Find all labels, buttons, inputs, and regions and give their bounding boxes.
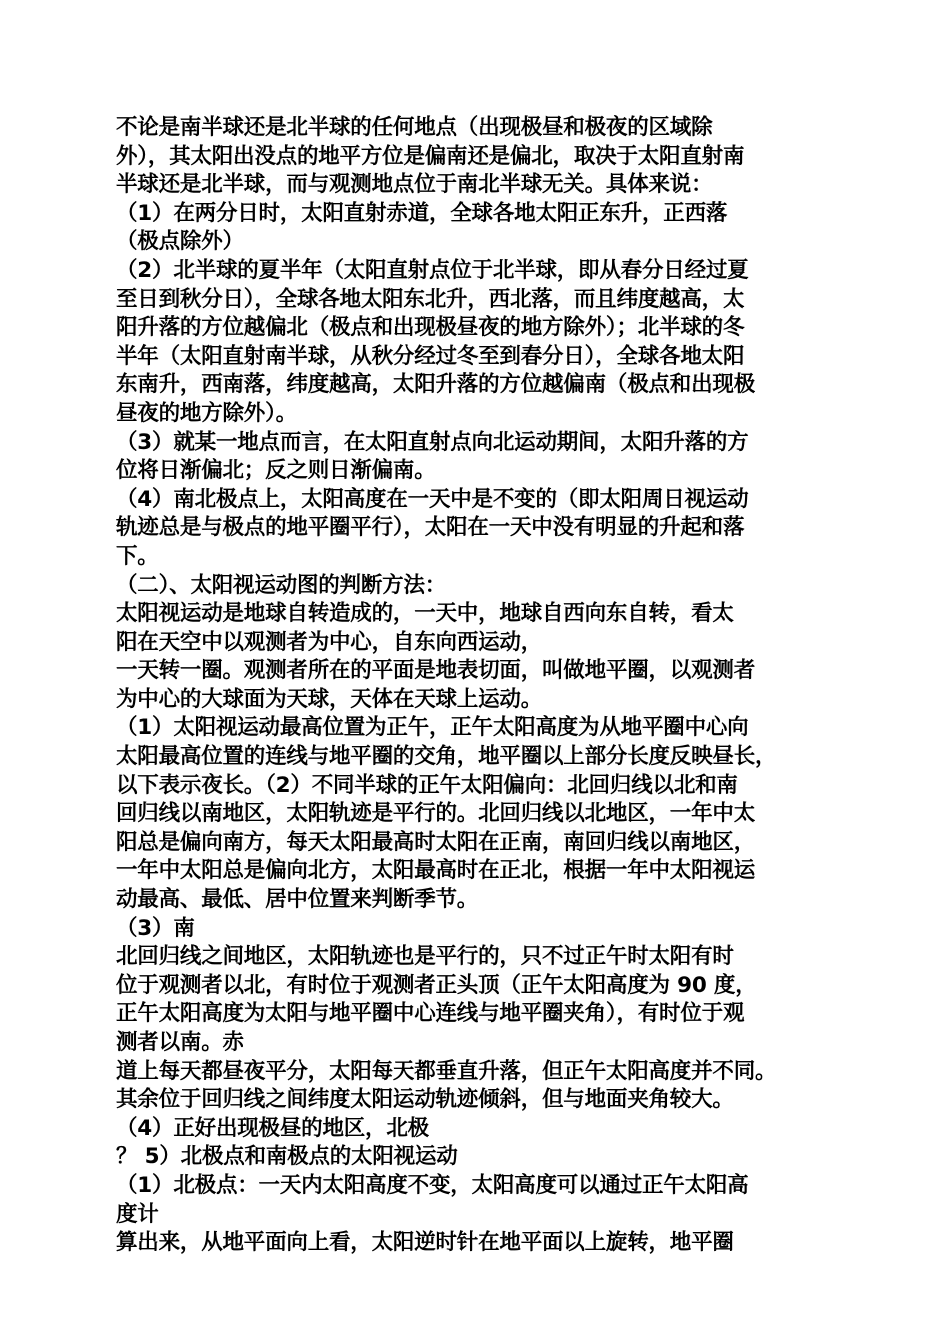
text-line: 阳在天空中以观测者为中心，自东向西运动， (116, 629, 543, 655)
text-line: 测者以南。赤 (116, 1030, 244, 1055)
text-line: 度计 (116, 1201, 159, 1227)
text-line: 至日到秋分日），全球各地太阳东北升，西北落，而且纬度越高，太 (116, 286, 745, 312)
text-line: 算出来，从地平面向上看，太阳逆时针在地平面以上旋转，地平圈 (116, 1230, 734, 1256)
text-line: 阳总是偏向南方，每天太阳最高时太阳在正南，南回归线以南地区， (116, 829, 756, 855)
text-line: 道上每天都昼夜平分，太阳每天都垂直升落，但正午太阳高度并不同。 (116, 1058, 777, 1084)
text-line: 半球还是北半球，而与观测地点位于南北半球无关。具体来说： (116, 172, 713, 198)
text-line: 不论是南半球还是北半球的任何地点（出现极昼和极夜的区域除 (116, 115, 713, 140)
text-line: 北回归线之间地区，太阳轨迹也是平行的，只不过正午时太阳有时 (116, 944, 734, 970)
text-line: 位于观测者以北，有时位于观测者正头顶（正午太阳高度为 90 度， (116, 972, 757, 998)
text-line: （4）南北极点上，太阳高度在一天中是不变的（即太阳周日视运动 (116, 486, 749, 512)
document-body (116, 114, 856, 1258)
text-line: （二）、太阳视运动图的判断方法： (116, 572, 447, 598)
text-line: 东南升，西南落，纬度越高，太阳升落的方位越偏南（极点和出现极 (116, 372, 756, 398)
text-line: 阳升落的方位越偏北（极点和出现极昼夜的地方除外）；北半球的冬 (116, 315, 745, 341)
text-line: （极点除外） (116, 229, 244, 255)
text-line: 其余位于回归线之间纬度太阳运动轨迹倾斜，但与地面夹角较大。 (116, 1087, 734, 1113)
text-line: 一天转一圈。观测者所在的平面是地表切面，叫做地平圈，以观测者 (116, 658, 756, 684)
text-line: （1）北极点：一天内太阳高度不变，太阳高度可以通过正午太阳高 (116, 1172, 749, 1198)
text-line: 昼夜的地方除外）。 (116, 400, 297, 426)
text-line: （4）正好出现极昼的地区，北极 (116, 1115, 429, 1141)
text-line: 为中心的大球面为天球，天体在天球上运动。 (116, 686, 543, 712)
text-line: 回归线以南地区，太阳轨迹是平行的。北回归线以北地区，一年中太 (116, 801, 756, 827)
text-line: （1）太阳视运动最高位置为正午，正午太阳高度为从地平圈中心向 (116, 715, 749, 741)
text-line: 轨迹总是与极点的地平圈平行），太阳在一天中没有明显的升起和落 (116, 515, 745, 541)
text-line: 位将日渐偏北；反之则日渐偏南。 (116, 458, 436, 484)
text-line: 正午太阳高度为太阳与地平圈中心连线与地平圈夹角），有时位于观 (116, 1001, 745, 1027)
text-line: 外），其太阳出没点的地平方位是偏南还是偏北，取决于太阳直射南 (116, 143, 745, 169)
text-line: 一年中太阳总是偏向北方，太阳最高时在正北，根据一年中太阳视运 (116, 858, 756, 884)
text-line: 以下表示夜长。（2）不同半球的正午太阳偏向：北回归线以北和南 (116, 772, 738, 798)
text-line: （2）北半球的夏半年（太阳直射点位于北半球，即从春分日经过夏 (116, 257, 749, 283)
text-line: （1）在两分日时，太阳直射赤道，全球各地太阳正东升，正西落 (116, 200, 728, 226)
text-line: 动最高、最低、居中位置来判断季节。 (116, 887, 479, 913)
text-line: 太阳视运动是地球自转造成的，一天中，地球自西向东自转，看太 (116, 601, 734, 627)
text-line: （3）南 (116, 915, 195, 941)
text-line: 半年（太阳直射南半球，从秋分经过冬至到春分日），全球各地太阳 (116, 343, 745, 369)
text-line: 太阳最高位置的连线与地平圈的交角，地平圈以上部分长度反映昼长， (116, 744, 777, 770)
text-line: （3）就某一地点而言，在太阳直射点向北运动期间，太阳升落的方 (116, 429, 749, 455)
text-line: 下。 (116, 543, 159, 569)
text-line: ？ 5）北极点和南极点的太阳视运动 (116, 1144, 458, 1170)
